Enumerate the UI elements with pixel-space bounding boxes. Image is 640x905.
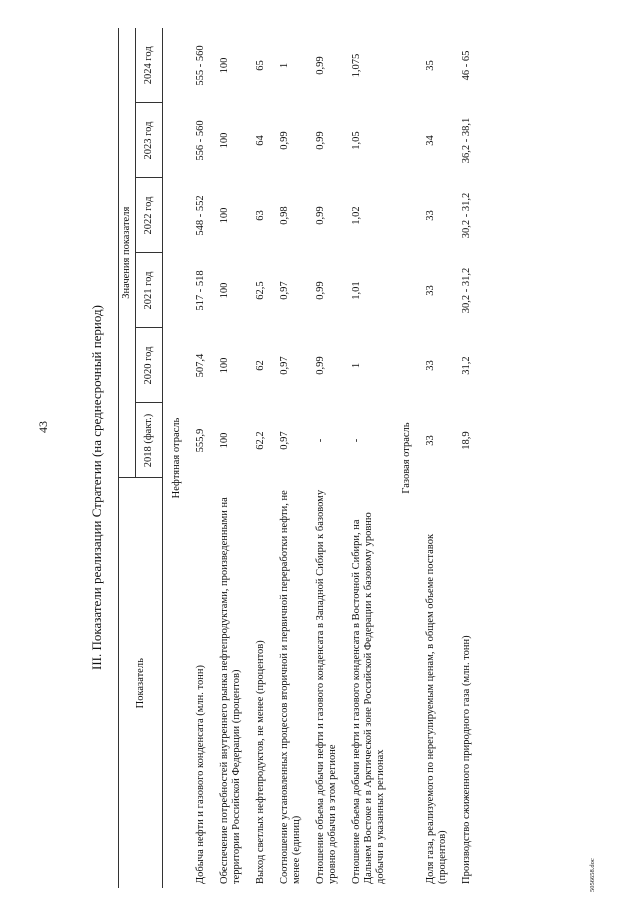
indicator-value: 1,075 (351, 53, 362, 78)
indicator-name: Добыча нефти и газового конденсата (млн. тонн) (195, 665, 206, 884)
table-header (119, 28, 163, 888)
indicator-value: - (351, 438, 362, 443)
indicator-value: 507,4 (195, 353, 206, 378)
section-heading: Газовая отрасль (401, 422, 412, 494)
table-row (189, 28, 213, 888)
indicator-value: 30,2 - 31,2 (461, 267, 472, 314)
indicator-value: 0,99 (315, 206, 326, 225)
indicator-value: 0,99 (315, 281, 326, 300)
table-row (273, 28, 309, 888)
year-header: 2021 год (136, 253, 163, 328)
indicator-value: 62,2 (255, 431, 266, 450)
indicator-value: 1,01 (351, 281, 362, 300)
indicator-value: 100 (219, 57, 230, 74)
year-header: 2022 год (136, 178, 163, 253)
indicator-value: 0,97 (279, 431, 290, 450)
indicator-value: 63 (255, 210, 266, 221)
indicator-value: 35 (425, 60, 436, 71)
indicator-value: 0,97 (279, 281, 290, 300)
indicator-value: 100 (219, 207, 230, 224)
indicator-value: 36,2 - 38,1 (461, 117, 472, 164)
year-header: 2020 год (136, 328, 163, 403)
indicator-column-header: Показатель (119, 478, 163, 888)
indicator-value: 1,05 (351, 131, 362, 150)
indicator-value: 517 - 518 (195, 270, 206, 311)
indicator-value: 100 (219, 432, 230, 449)
year-header: 2024 год (136, 28, 163, 103)
indicator-value: 62,5 (255, 281, 266, 300)
indicators-table (118, 28, 479, 888)
indicator-value: 0,97 (279, 356, 290, 375)
indicator-value: 0,99 (315, 356, 326, 375)
indicator-value: 33 (425, 360, 436, 371)
indicator-value: 0,99 (315, 56, 326, 75)
indicator-value: 33 (425, 285, 436, 296)
indicator-value: 100 (219, 132, 230, 149)
indicator-value: 62 (255, 360, 266, 371)
indicator-value: 0,99 (315, 131, 326, 150)
section-heading: Нефтяная отрасль (171, 417, 182, 499)
values-group-header: Значения показателя (119, 28, 136, 478)
indicator-value: 18,9 (461, 431, 472, 450)
indicator-name: Доля газа, реализуемого по нерегулируемым ценам, в общем объеме поставок (процентов) (425, 533, 448, 884)
indicator-value: 31,2 (461, 356, 472, 375)
indicator-name: Производство сжиженного природного газа (млн. тонн) (461, 635, 472, 884)
indicator-value: 33 (425, 210, 436, 221)
indicator-value: - (315, 438, 326, 443)
section-title: III. Показатели реализации Стратегии (на среднесрочный период) (89, 305, 104, 670)
indicator-value: 34 (425, 135, 436, 146)
section-row (393, 28, 419, 888)
document-code: 5056658.doc (589, 858, 596, 892)
indicator-name: Отношение объема добычи нефти и газового конденсата в Восточной Сибири, на Дальнем Востоке и в Арктической зоне Российской Федерации к базовому уровню добычи в указанных регионах (351, 512, 386, 884)
indicator-value: 1 (279, 62, 290, 69)
indicator-value: 1 (351, 362, 362, 369)
indicator-value: 46 - 65 (461, 50, 472, 81)
indicator-value: 555,9 (195, 428, 206, 453)
indicator-name: Соотношение установленных процессов вторичной и первичной переработки нефти, не менее (единиц) (279, 490, 302, 884)
table-body (163, 28, 480, 888)
indicator-value: 65 (255, 60, 266, 71)
indicator-value: 0,98 (279, 206, 290, 225)
page-number: 43 (36, 421, 50, 433)
indicator-value: 30,2 - 31,2 (461, 192, 472, 239)
year-header: 2023 год (136, 103, 163, 178)
indicator-value: 64 (255, 135, 266, 146)
table-row (455, 28, 479, 888)
year-header: 2018 (факт.) (136, 403, 163, 478)
indicator-value: 33 (425, 435, 436, 446)
indicator-value: 100 (219, 357, 230, 374)
indicator-value: 1,02 (351, 206, 362, 225)
indicator-value: 100 (219, 282, 230, 299)
indicator-value: 556 - 560 (195, 120, 206, 161)
table-row (345, 28, 393, 888)
table-row (419, 28, 455, 888)
indicator-value: 0,99 (279, 131, 290, 150)
indicator-name: Выход светлых нефтепродуктов, не менее (процентов) (255, 640, 266, 884)
indicator-value: 548 - 552 (195, 195, 206, 236)
table-row (309, 28, 345, 888)
table-row (249, 28, 273, 888)
table-row (213, 28, 249, 888)
indicator-name: Отношение объема добычи нефти и газового конденсата в Западной Сибири к базовому уровню добычи в этом регионе (315, 489, 338, 884)
indicator-name: Обеспечение потребностей внутреннего рынка нефтепродуктами, произведенными на территории Российской Федерации (процентов) (219, 497, 242, 884)
indicators-table-container (118, 28, 568, 888)
section-row (163, 28, 190, 888)
indicator-value: 555 - 560 (195, 45, 206, 86)
